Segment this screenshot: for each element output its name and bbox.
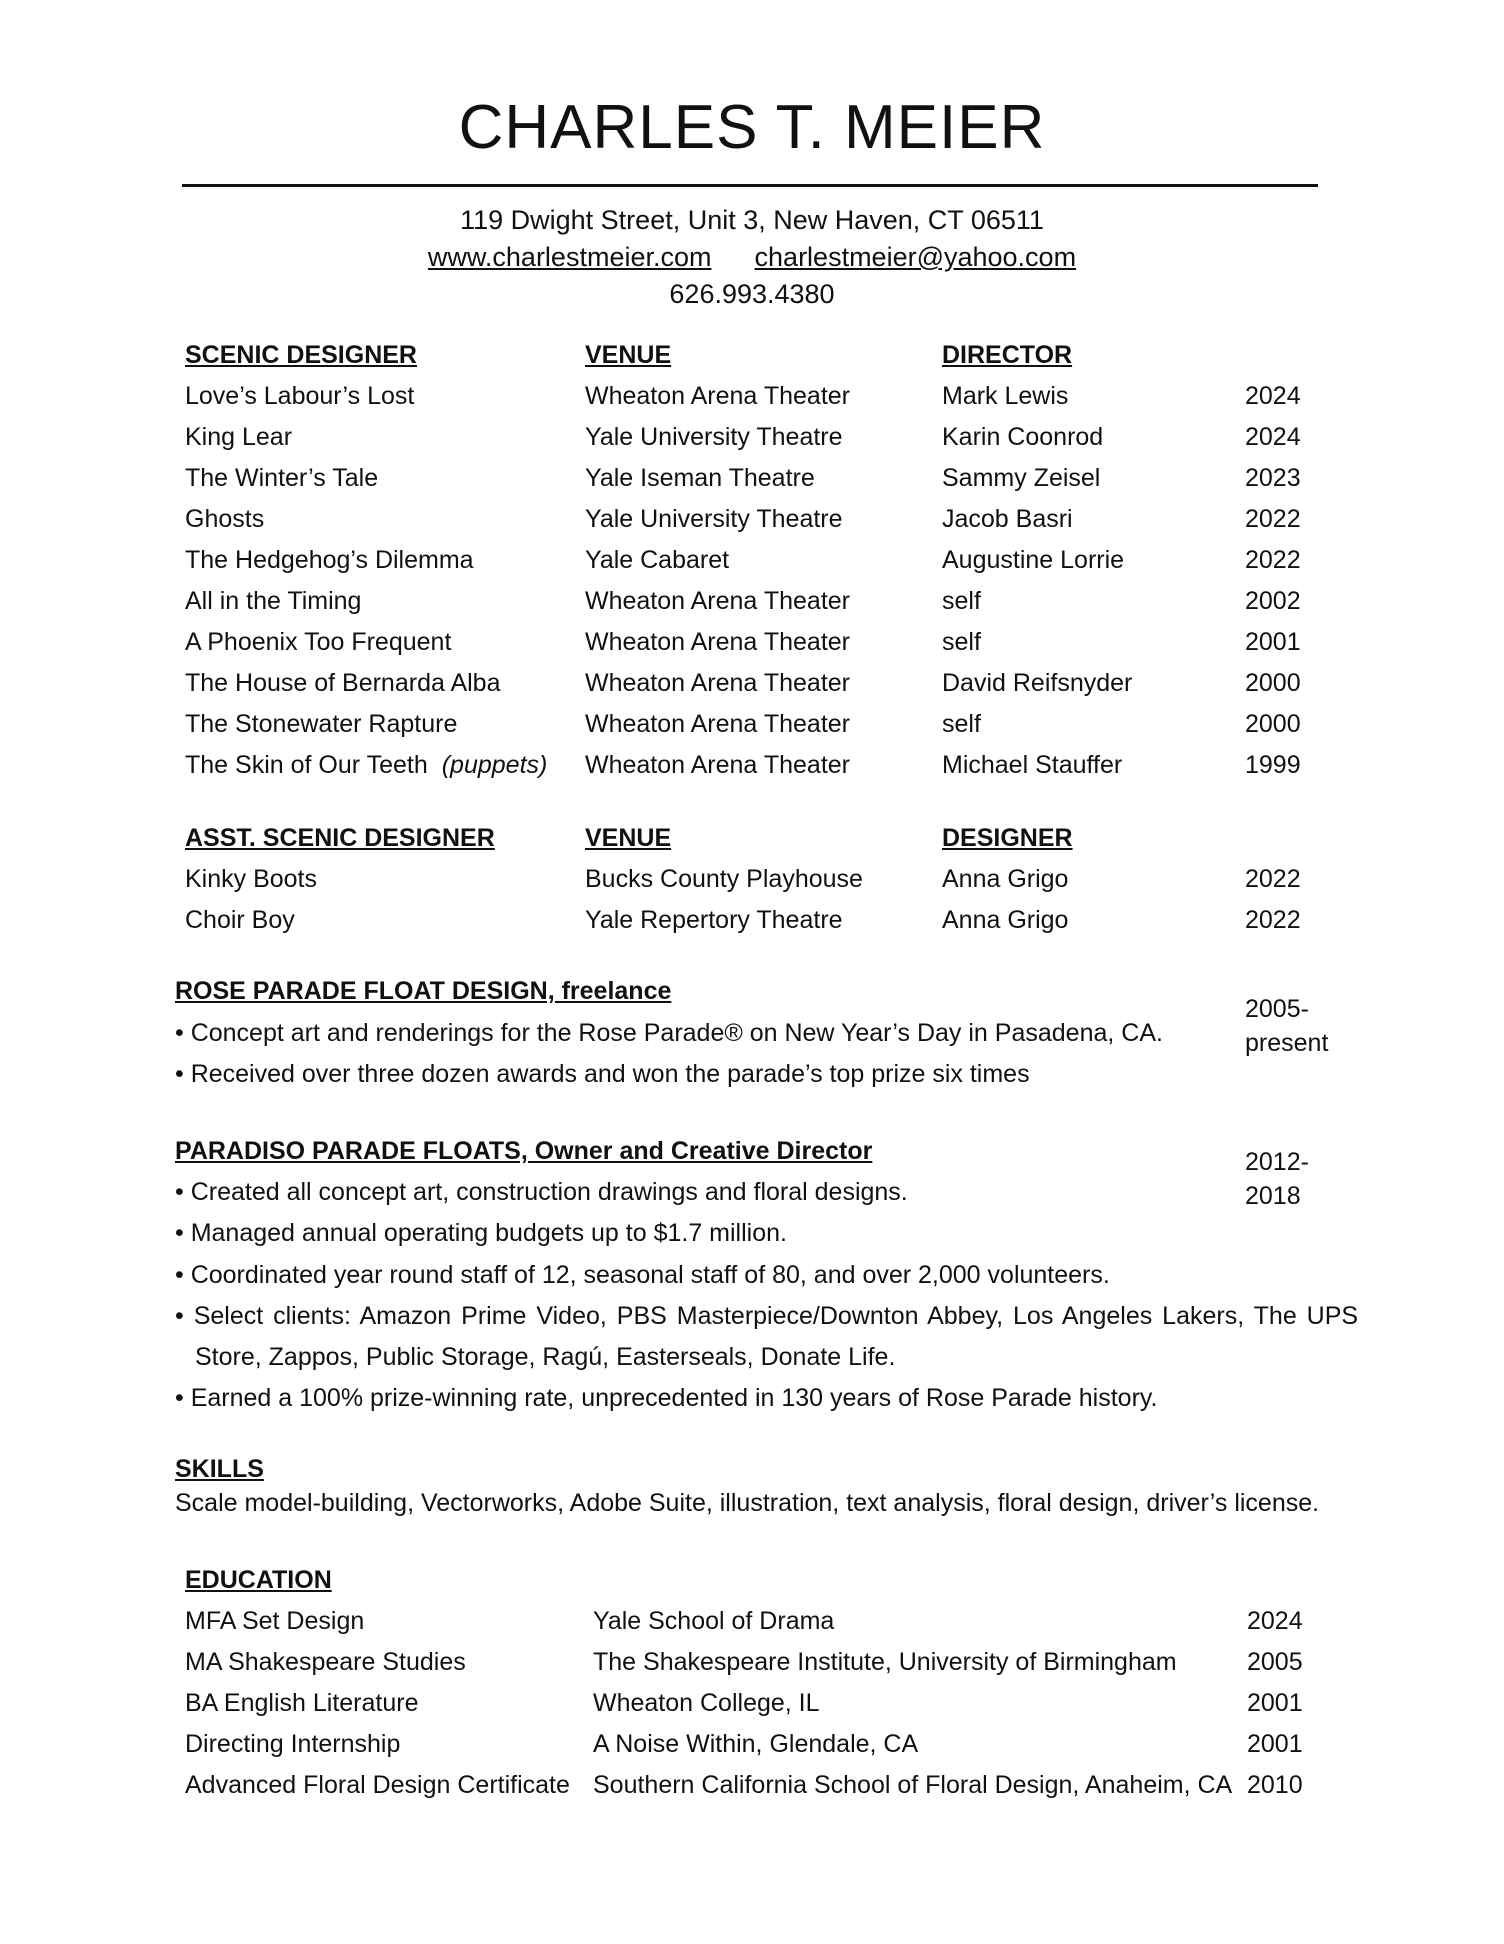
credit-year: 2000 [1245,669,1301,697]
rose-date-start: 2005- [1245,995,1309,1023]
asst-credit-title: Kinky Boots [185,865,318,893]
asst-credit-venue: Bucks County Playhouse [585,865,863,893]
rose-parade-heading: ROSE PARADE FLOAT DESIGN, freelance [175,977,672,1005]
credit-year: 2001 [1245,628,1301,656]
credit-venue: Yale University Theatre [585,423,843,451]
education-school: Southern California School of Floral Design, Anaheim, CA [593,1771,1233,1799]
rose-bullet: • Received over three dozen awards and won the parade’s top prize six times [175,1060,1030,1088]
credit-title-text: All in the Timing [185,587,362,615]
scenic-header-director: DIRECTOR [942,341,1073,369]
skills-text: Scale model-building, Vectorworks, Adobe Suite, illustration, text analysis, floral design, driver’s license. [175,1489,1320,1517]
education-degree: BA English Literature [185,1689,419,1717]
asst-credit-venue: Yale Repertory Theatre [585,906,843,934]
credit-director: Augustine Lorrie [942,546,1125,574]
credit-venue: Yale University Theatre [585,505,843,533]
credit-title-text: King Lear [185,423,293,451]
paradiso-bullet: • Managed annual operating budgets up to $1.7 million. [175,1219,787,1247]
education-school: The Shakespeare Institute, University of Birmingham [593,1648,1177,1676]
education-degree: MFA Set Design [185,1607,365,1635]
credit-venue: Wheaton Arena Theater [585,751,850,779]
credit-year: 2024 [1245,423,1301,451]
credit-director: Mark Lewis [942,382,1069,410]
scenic-header-title: SCENIC DESIGNER [185,341,417,369]
education-degree: Directing Internship [185,1730,401,1758]
credit-venue: Yale Iseman Theatre [585,464,815,492]
credit-director: David Reifsnyder [942,669,1133,697]
credit-director: self [942,710,981,738]
paradiso-bullet: • Created all concept art, construction drawings and floral designs. [175,1178,908,1206]
website-link[interactable]: www.charlestmeier.com [427,242,712,272]
asst-credit-year: 2022 [1245,865,1301,893]
rose-date-end: present [1245,1029,1329,1057]
education-school: A Noise Within, Glendale, CA [593,1730,919,1758]
credit-title [185,463,378,493]
credit-title-text: The Stonewater Rapture [185,710,458,738]
credit-venue: Wheaton Arena Theater [585,710,850,738]
education-school: Wheaton College, IL [593,1689,820,1717]
contact-phone: 626.993.4380 [669,279,835,309]
paradiso-dates [1245,1145,1309,1213]
asst-credit-designer: Anna Grigo [942,906,1069,934]
paradiso-bullet: • Coordinated year round staff of 12, seasonal staff of 80, and over 2,000 volunteers. [175,1261,1110,1289]
asst-header-venue: VENUE [585,824,672,852]
paradiso-bullet: • Earned a 100% prize-winning rate, unprecedented in 130 years of Rose Parade history. [175,1384,1158,1412]
credit-title [185,668,500,698]
asst-header-title: ASST. SCENIC DESIGNER [185,824,495,852]
email-link[interactable]: charlestmeier@yahoo.com [754,242,1077,272]
credit-title-text: The Skin of Our Teeth [185,751,428,779]
credit-title [185,422,292,452]
paradiso-date-start: 2012- [1245,1148,1309,1176]
credit-venue: Wheaton Arena Theater [585,382,850,410]
credit-title-text: Love’s Labour’s Lost [185,382,415,410]
credit-director: Jacob Basri [942,505,1073,533]
education-degree: Advanced Floral Design Certificate [185,1771,570,1799]
skills-heading: SKILLS [175,1455,264,1483]
asst-header-designer: DESIGNER [942,824,1073,852]
credit-year: 2002 [1245,587,1301,615]
credit-director: Karin Coonrod [942,423,1104,451]
asst-credit-year: 2022 [1245,906,1301,934]
contact-links [0,242,1504,273]
resume-name: CHARLES T. MEIER [458,93,1046,162]
credit-director: self [942,628,981,656]
credit-title [185,504,264,534]
credit-title [185,709,457,739]
credit-title-text: The Winter’s Tale [185,464,379,492]
asst-credit-designer: Anna Grigo [942,865,1069,893]
credit-title-text: A Phoenix Too Frequent [185,628,452,656]
credit-year: 2024 [1245,382,1301,410]
credit-note: (puppets) [441,751,548,779]
credit-year: 2000 [1245,710,1301,738]
education-year: 2010 [1247,1771,1303,1799]
credit-title [185,627,451,657]
credit-year: 2022 [1245,505,1301,533]
credit-director: self [942,587,981,615]
rose-parade-dates [1245,992,1328,1060]
rose-bullet: • Concept art and renderings for the Rose Parade® on New Year’s Day in Pasadena, CA. [175,1019,1163,1047]
credit-venue: Wheaton Arena Theater [585,587,850,615]
credit-venue: Wheaton Arena Theater [585,628,850,656]
education-year: 2001 [1247,1730,1303,1758]
education-school: Yale School of Drama [593,1607,835,1635]
credit-venue: Wheaton Arena Theater [585,669,850,697]
scenic-header-venue: VENUE [585,341,672,369]
credit-director: Michael Stauffer [942,751,1123,779]
credit-title-text: The House of Bernarda Alba [185,669,501,697]
asst-credit-title: Choir Boy [185,906,295,934]
credit-title [185,545,474,575]
credit-venue: Yale Cabaret [585,546,730,574]
header-divider [182,184,1318,187]
paradiso-bullet: • Select clients: Amazon Prime Video, PBS Masterpiece/Downton Abbey, Los Angeles Lakers, The UPS [175,1302,1359,1330]
credit-title [185,586,361,616]
education-year: 2001 [1247,1689,1303,1717]
education-year: 2024 [1247,1607,1303,1635]
credit-year: 2023 [1245,464,1301,492]
credit-director: Sammy Zeisel [942,464,1101,492]
credit-title [185,750,547,780]
credit-title-text: The Hedgehog’s Dilemma [185,546,474,574]
education-heading: EDUCATION [185,1566,332,1594]
paradiso-heading: PARADISO PARADE FLOATS, Owner and Creative Director [175,1137,873,1165]
paradiso-date-end: 2018 [1245,1182,1301,1210]
credit-year: 2022 [1245,546,1301,574]
education-degree: MA Shakespeare Studies [185,1648,466,1676]
contact-address: 119 Dwight Street, Unit 3, New Haven, CT 06511 [460,205,1044,235]
paradiso-bullet-continued: Store, Zappos, Public Storage, Ragú, Easterseals, Donate Life. [195,1343,896,1371]
education-year: 2005 [1247,1648,1303,1676]
credit-title-text: Ghosts [185,505,265,533]
credit-title [185,381,414,411]
credit-year: 1999 [1245,751,1301,779]
